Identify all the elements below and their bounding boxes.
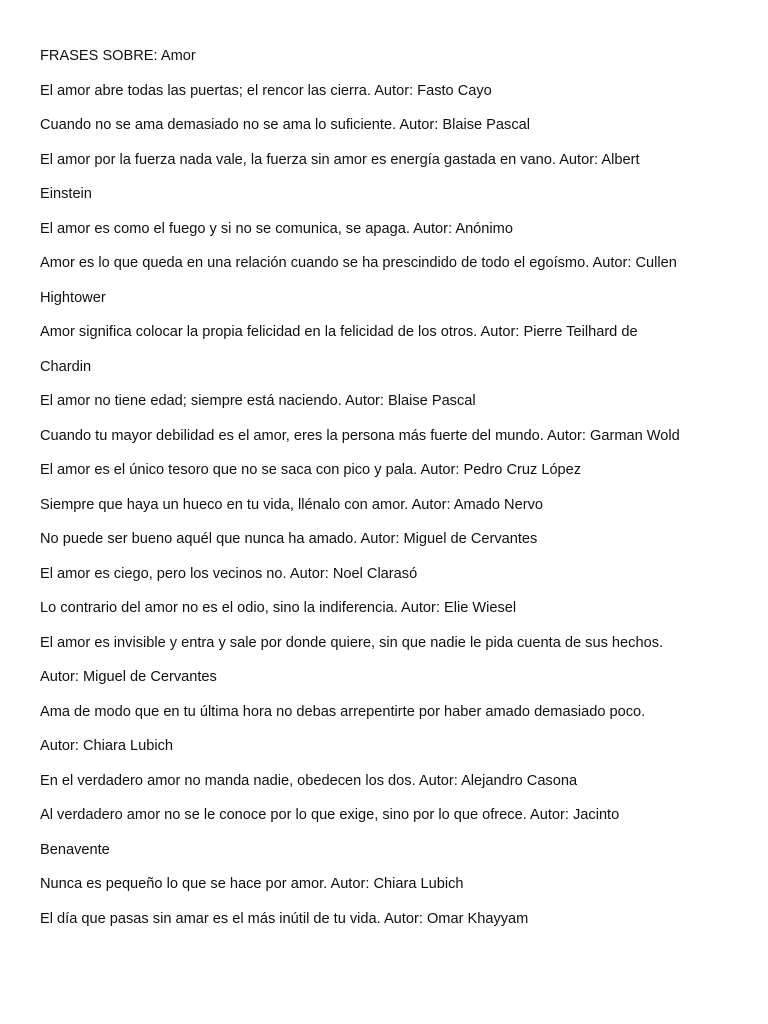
quote-line: Al verdadero amor no se le conoce por lo que exige, sino por lo que ofrece. Autor: Jacinto	[40, 807, 620, 823]
quote-line: Benavente	[40, 841, 110, 858]
quote-line: Autor: Chiara Lubich	[40, 738, 174, 754]
quote-line: Siempre que haya un hueco en tu vida, llénalo con amor. Autor: Amado Nervo	[40, 496, 543, 513]
quote-line: Lo contrario del amor no es el odio, sino la indiferencia. Autor: Elie Wiesel	[40, 600, 517, 616]
quote-line: El día que pasas sin amar es el más inútil de tu vida. Autor: Omar Khayyam	[40, 910, 529, 927]
quote-line: El amor abre todas las puertas; el rencor las cierra. Autor: Fasto Cayo	[40, 82, 492, 99]
quote-line: No puede ser bueno aquél que nunca ha amado. Autor: Miguel de Cervantes	[40, 531, 538, 547]
quote-line: Autor: Miguel de Cervantes	[40, 669, 217, 685]
quote-line: Amor significa colocar la propia felicidad en la felicidad de los otros. Autor: Pierre Teilhard de	[40, 324, 638, 340]
document-body	[40, 39, 740, 936]
quote-line: El amor es ciego, pero los vecinos no. Autor: Noel Clarasó	[40, 565, 418, 582]
quote-line: Einstein	[40, 186, 92, 202]
quote-line: El amor no tiene edad; siempre está naciendo. Autor: Blaise Pascal	[40, 393, 476, 409]
quote-line: Chardin	[40, 358, 92, 375]
quote-line: Ama de modo que en tu última hora no debas arrepentirte por haber amado demasiado poco.	[40, 703, 646, 720]
quote-line: Amor es lo que queda en una relación cuando se ha prescindido de todo el egoísmo. Autor: Cullen	[40, 255, 677, 271]
quote-line: El amor por la fuerza nada vale, la fuerza sin amor es energía gastada en vano. Autor: Albert	[40, 151, 640, 168]
quote-line: El amor es el único tesoro que no se saca con pico y pala. Autor: Pedro Cruz López	[40, 462, 582, 478]
document-heading: FRASES SOBRE: Amor	[40, 48, 196, 64]
quote-line: Cuando no se ama demasiado no se ama lo suficiente. Autor: Blaise Pascal	[40, 117, 530, 133]
quote-line: El amor es invisible y entra y sale por donde quiere, sin que nadie le pida cuenta de sus hechos.	[40, 634, 664, 651]
quote-line: El amor es como el fuego y si no se comunica, se apaga. Autor: Anónimo	[40, 220, 513, 237]
quote-line: Hightower	[40, 289, 106, 306]
quote-line: Nunca es pequeño lo que se hace por amor. Autor: Chiara Lubich	[40, 876, 464, 892]
quote-line: En el verdadero amor no manda nadie, obedecen los dos. Autor: Alejandro Casona	[40, 772, 578, 789]
quote-line: Cuando tu mayor debilidad es el amor, eres la persona más fuerte del mundo. Autor: Garman Wold	[40, 427, 680, 444]
